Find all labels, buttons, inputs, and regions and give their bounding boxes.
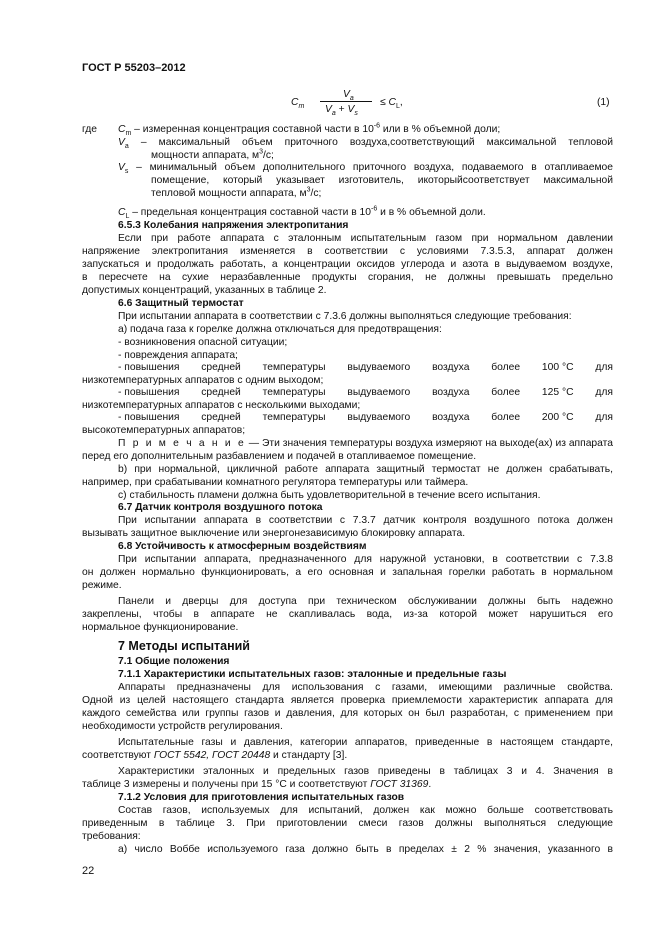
- paragraph-line: При испытании аппарата в соответствии с 7.3.6 должны выполняться следующие требования:: [118, 311, 572, 322]
- paragraph-line: необходимости устройств регулирования.: [82, 721, 283, 732]
- paragraph-line: приведенным в таблице 3. При приготовлении смеси газов должны выполняться следующие: [82, 818, 613, 829]
- where-item-cl: $C_L$ – предельная концентрация составной части в $10^{-6}$ и в % объемной доли.: [118, 205, 486, 221]
- paragraph-line: напряжение электропитания изменяется в соответствии с условиями 7.3.5.3, аппарат должен: [82, 246, 613, 257]
- temp-row-1-cont: низкотемпературных аппаратов с одним выходом;: [82, 375, 324, 386]
- where-item-cm: $C_m$ – измеренная концентрация составной части в $10^{-6}$ или в % объемной доли;: [118, 122, 501, 138]
- formula-rhs: ≤ $C_L$,: [380, 97, 403, 111]
- page-number: 22: [82, 865, 95, 877]
- where-item-vs-cont: помещение, который указывает изготовитель, икоторыйсоответствует максимальной: [151, 175, 613, 186]
- paragraph-line: Состав газов, используемых для испытаний, должен как можно больше соответствовать: [118, 805, 613, 816]
- temp-row-2-cont: низкотемпературных аппаратов с несколькими выходами;: [82, 400, 361, 411]
- paragraph-line: Испытательные газы и давления, категории аппаратов, приведенные в настоящем стандарте,: [118, 737, 613, 748]
- where-item-va-cont: мощности аппарата, $м^3/с$;: [151, 148, 274, 161]
- fraction-bar: [320, 101, 372, 102]
- section-heading-7: 7 Методы испытаний: [118, 639, 250, 653]
- list-item-a: а) подача газа к горелке должна отключаться для предотвращения:: [118, 324, 442, 335]
- temp-row-3-cont: высокотемпературных аппаратов;: [82, 425, 246, 436]
- section-heading-6-7: 6.7 Датчик контроля воздушного потока: [118, 502, 323, 513]
- dash-item: - повреждения аппарата;: [118, 350, 238, 361]
- formula-numerator: $V_a$: [343, 89, 354, 103]
- list-item-c: с) стабильность пламени должна быть удовлетворительной в течение всего испытания.: [118, 490, 541, 501]
- temp-row-2: - повышения средней температуры выдуваемого воздуха более 125 °C для: [118, 387, 613, 398]
- paragraph-line: в пересчете на сухие неразбавленные продукты сгорания, не должны превышать предельно: [82, 272, 613, 283]
- note: П р и м е ч а н и е — Эти значения температуры воздуха измеряют на выходе(ах) из аппарата: [118, 438, 613, 449]
- section-heading-7-1-2: 7.1.2 Условия для приготовления испытательных газов: [118, 792, 405, 803]
- paragraph-line: соответствуют ГОСТ 5542, ГОСТ 20448 и стандарту [3].: [82, 750, 348, 761]
- note-cont: перед его дополнительным разбавлением и подачей в отапливаемое помещение.: [82, 451, 477, 462]
- temp-value: 125 °C: [541, 387, 574, 398]
- paragraph-line: закреплены, чтобы в аппарате не скапливалась вода, из-за которой может нарушиться его: [82, 609, 613, 620]
- section-heading-6-8: 6.8 Устойчивость к атмосферным воздействиям: [118, 541, 367, 552]
- formula-denominator: $V_a + V_s$: [325, 104, 358, 118]
- where-item-va: $V_a$ – максимальный объем приточного воздуха,соответствующий максимальной тепловой: [118, 137, 613, 151]
- list-item-b-cont: например, при срабатывании комнатного регулятора температуры или таймера.: [82, 477, 469, 488]
- dash-item: - возникновения опасной ситуации;: [118, 337, 288, 348]
- paragraph-line: Аппараты предназначены для использования с газами, имеющими различные свойства.: [118, 682, 613, 693]
- paragraph-line: нормальное функционирование.: [82, 622, 239, 633]
- section-heading-7-1-1: 7.1.1 Характеристики испытательных газов: эталонные и предельные газы: [118, 669, 507, 680]
- paragraph-line: При испытании аппарата, предназначенного для наружной установки, в соответствии с 7.3.8: [118, 554, 613, 565]
- temp-value: 200 °C: [541, 412, 574, 423]
- paragraph-line: запускаться и продолжать работать, а концентрации оксидов углерода и азота в выдуваемом воздухе,: [82, 259, 613, 270]
- paragraph-line: он должен нормально функционировать, а его основная и запальная горелки работать в нормальном: [82, 567, 613, 578]
- paragraph-line: вызывать защитное выключение или энергонезависимую блокировку аппарата.: [82, 528, 466, 539]
- paragraph-line: требования:: [82, 831, 141, 842]
- paragraph-line: допустимых концентраций, указанных в таблице 2.: [82, 285, 327, 296]
- document-header: ГОСТ Р 55203–2012: [82, 62, 186, 74]
- paragraph-line: Характеристики эталонных и предельных газов приведены в таблицах 3 и 4. Значения в: [118, 766, 613, 777]
- where-item-vs-cont2: тепловой мощности аппарата, $м^3/с$;: [151, 186, 322, 199]
- where-label: где: [82, 124, 98, 135]
- paragraph-line: а) число Воббе используемого газа должно быть в пределах ± 2 % значения, указанного в: [118, 844, 613, 855]
- paragraph-line: Одной из целей настоящего стандарта является проверка приемлемости характеристик аппарата для: [82, 695, 613, 706]
- paragraph-line: режиме.: [82, 580, 122, 591]
- paragraph-line: Панели и дверцы для доступа при техническом обслуживании должны быть надежно: [118, 596, 613, 607]
- formula-number: (1): [597, 97, 610, 108]
- formula-lhs: $C_m$: [291, 97, 305, 111]
- paragraph-line: Если при работе аппарата с эталонным испытательным газом при нормальном давлении: [118, 233, 613, 244]
- temp-value: 100 °C: [541, 362, 574, 373]
- temp-row-1: - повышения средней температуры выдуваемого воздуха более 100 °C для: [118, 362, 613, 373]
- temp-row-3: - повышения средней температуры выдуваемого воздуха более 200 °C для: [118, 412, 613, 423]
- where-item-vs: $V_s$ – минимальный объем дополнительного приточного воздуха, подаваемого в отапливаемое: [118, 162, 613, 176]
- section-heading-7-1: 7.1 Общие положения: [118, 656, 230, 667]
- paragraph-line: При испытании аппарата в соответствии с 7.3.7 датчик контроля воздушного потока должен: [118, 515, 613, 526]
- list-item-b: b) при нормальной, цикличной работе аппарата защитный термостат не должен срабатывать,: [118, 464, 613, 475]
- section-heading-6-6: 6.6 Защитный термостат: [118, 298, 244, 309]
- paragraph-line: таблице 3 измерены и получены при 15 °С и соответствуют ГОСТ 31369.: [82, 779, 432, 790]
- paragraph-line: каждого семейства или группы газов и давления, для которых он был разработан, с применением при: [82, 708, 613, 719]
- section-heading-6-5-3: 6.5.3 Колебания напряжения электропитания: [118, 220, 349, 231]
